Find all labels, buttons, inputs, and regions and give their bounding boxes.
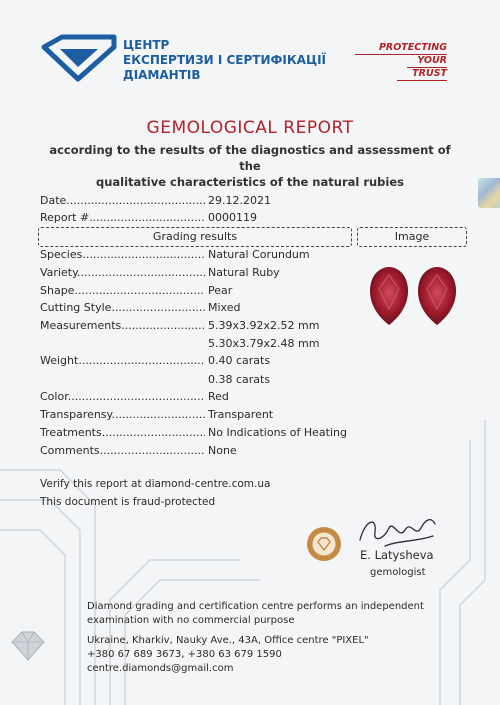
fraud-protected-text: This document is fraud-protected xyxy=(40,496,216,508)
field-row xyxy=(40,284,360,302)
field-row xyxy=(40,337,360,355)
field-label: Variety ..... xyxy=(40,266,205,279)
ruby-gem-2 xyxy=(418,267,456,325)
date-row xyxy=(40,194,360,212)
field-row xyxy=(40,354,360,372)
footer-address: Ukraine, Kharkiv, Nauky Ave., 43A, Office centre "PIXEL" xyxy=(87,635,369,646)
field-value: Natural Ruby xyxy=(208,266,280,279)
verify-link-text: Verify this report at diamond-centre.com.ua xyxy=(40,478,271,490)
field-value: None xyxy=(208,444,237,457)
org-name-line-2: ЕКСПЕРТИЗИ І СЕРТИФІКАЦІЇ xyxy=(123,53,327,67)
field-row xyxy=(40,444,360,462)
org-name-line-1: ЦЕНТР xyxy=(123,38,170,52)
ruby-gem-1 xyxy=(370,267,408,325)
field-value: 5.30x3.79x2.48 mm xyxy=(208,337,320,350)
field-row xyxy=(40,390,360,408)
date-value: 29.12.2021 xyxy=(208,194,271,207)
field-value: Pear xyxy=(208,284,233,297)
signatory-name: E. Latysheva xyxy=(360,548,434,562)
field-value: Natural Corundum xyxy=(208,248,310,261)
field-value: Mixed xyxy=(208,301,241,314)
field-row xyxy=(40,373,360,391)
ruby-images xyxy=(366,265,462,327)
field-row xyxy=(40,426,360,444)
slogan-line-3: TRUST xyxy=(397,68,447,81)
diamond-centre-logo xyxy=(40,33,118,83)
slogan-line-2: YOUR xyxy=(407,55,447,68)
hologram-sticker xyxy=(478,178,500,208)
footer-note xyxy=(87,600,424,628)
slogan-line-1: PROTECTING xyxy=(355,42,447,55)
field-label: Treatments ..... xyxy=(40,426,205,439)
handwritten-signature xyxy=(355,510,440,552)
footer-email: centre.diamonds@gmail.com xyxy=(87,663,234,674)
field-row xyxy=(40,266,360,284)
field-value: 0.38 carats xyxy=(208,373,271,386)
report-subtitle xyxy=(40,142,460,190)
grading-results-header: Grading results xyxy=(38,227,352,247)
field-row xyxy=(40,248,360,266)
field-label: Species ..... xyxy=(40,248,205,261)
report-number-value: 0000119 xyxy=(208,211,257,224)
certification-seal xyxy=(306,526,342,562)
footer-phones: +380 67 689 3673, +380 63 679 1590 xyxy=(87,649,282,660)
field-value: No Indications of Heating xyxy=(208,426,347,439)
field-value: 0.40 carats xyxy=(208,354,271,367)
field-label: Shape ..... xyxy=(40,284,205,297)
org-name xyxy=(123,38,326,83)
footer-contacts xyxy=(87,634,369,676)
field-label: Transparensy ..... xyxy=(40,408,205,421)
field-value: 5.39x3.92x2.52 mm xyxy=(208,319,320,332)
slogan xyxy=(355,42,447,81)
field-label: Measurements ..... xyxy=(40,319,205,332)
footer-line-1: Diamond grading and certification centre performs an independent xyxy=(87,601,424,612)
org-name-line-3: ДІАМАНТІВ xyxy=(123,68,201,82)
field-label: Comments ..... xyxy=(40,444,205,457)
report-title: GEMOLOGICAL REPORT xyxy=(146,118,354,138)
field-value: Transparent xyxy=(208,408,274,421)
corner-diamond-icon xyxy=(8,628,48,664)
field-label: Weight ..... xyxy=(40,354,205,367)
field-row xyxy=(40,319,360,337)
field-row xyxy=(40,408,360,426)
signatory-role: gemologist xyxy=(370,567,426,578)
field-row xyxy=(40,301,360,319)
subtitle-line-1: according to the results of the diagnostics and assessment of the xyxy=(49,143,451,173)
report-number-label: Report # ..... xyxy=(40,211,205,224)
image-header: Image xyxy=(357,227,467,247)
date-label: Date ..... xyxy=(40,194,205,207)
footer-line-2: examination with no commercial purpose xyxy=(87,615,295,626)
field-label: Color ..... xyxy=(40,390,205,403)
field-label: Cutting Style ..... xyxy=(40,301,205,314)
subtitle-line-2: qualitative characteristics of the natural rubies xyxy=(95,175,404,189)
field-value: Red xyxy=(208,390,229,403)
